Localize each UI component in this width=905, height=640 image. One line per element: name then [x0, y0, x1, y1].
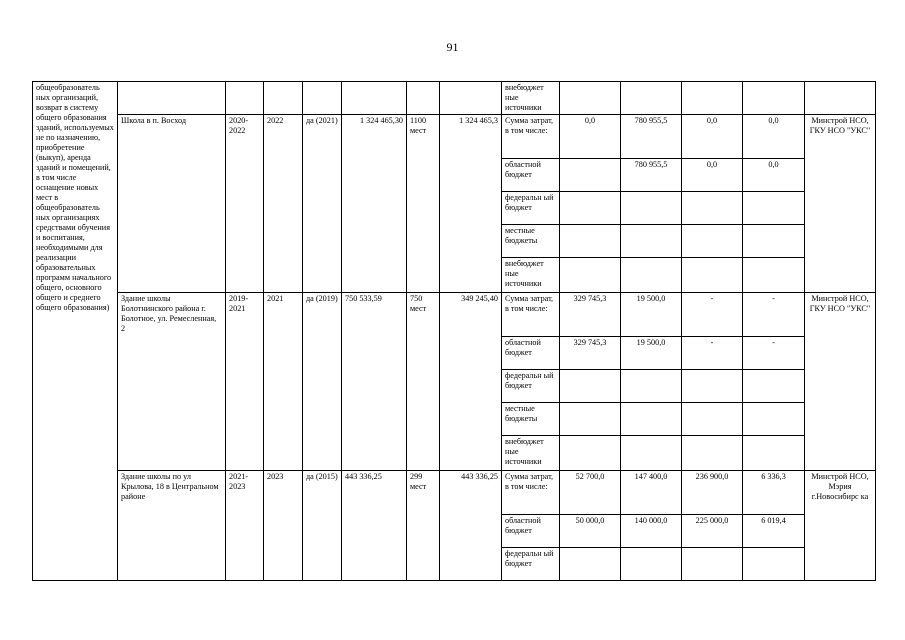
value-cell: -: [682, 337, 743, 370]
source-cell: внебюджет ные источники: [502, 436, 560, 471]
value-cell: 0,0: [682, 159, 743, 192]
object-cost: 443 336,25: [342, 471, 407, 581]
value-cell: [621, 258, 682, 293]
object-year: 2023: [264, 471, 303, 581]
value-cell: [560, 370, 621, 403]
object-capacity: 750 мест: [407, 293, 440, 471]
value-cell: [682, 548, 743, 581]
object-psd: да (2015): [303, 471, 342, 581]
value-cell: [682, 436, 743, 471]
value-cell: [682, 258, 743, 293]
source-cell: областной бюджет: [502, 159, 560, 192]
value-cell: [621, 370, 682, 403]
object-remaining: 443 336,25: [440, 471, 502, 581]
object-executor: Минстрой НСО, ГКУ НСО "УКС": [805, 115, 876, 293]
object-name: Школа в п. Восход: [118, 115, 226, 293]
value-cell: 19 500,0: [621, 337, 682, 370]
source-cell: Сумма затрат, в том числе:: [502, 293, 560, 337]
program-table: [32, 81, 876, 581]
object-period: 2020-2022: [226, 115, 264, 293]
value-cell: 780 955,5: [621, 159, 682, 192]
value-cell: 0,0: [682, 115, 743, 159]
source-cell: федеральн ый бюджет: [502, 548, 560, 581]
object-executor: Минстрой НСО, ГКУ НСО "УКС": [805, 293, 876, 471]
table-row: [33, 82, 876, 115]
value-cell: 52 700,0: [560, 471, 621, 515]
value-cell: 236 900,0: [682, 471, 743, 515]
source-cell: Сумма затрат, в том числе:: [502, 471, 560, 515]
value-cell: [560, 548, 621, 581]
value-cell: [560, 225, 621, 258]
value-cell: 225 000,0: [682, 515, 743, 548]
value-cell: [682, 403, 743, 436]
value-cell: 19 500,0: [621, 293, 682, 337]
source-cell: местные бюджеты: [502, 403, 560, 436]
object-capacity: 299 мест: [407, 471, 440, 581]
value-cell: [621, 403, 682, 436]
value-cell: 329 745,3: [560, 293, 621, 337]
value-cell: [743, 436, 805, 471]
source-cell: местные бюджеты: [502, 225, 560, 258]
value-cell: [621, 548, 682, 581]
object-capacity: 1100 мест: [407, 115, 440, 293]
value-cell: [621, 436, 682, 471]
value-cell: [560, 258, 621, 293]
value-cell: [560, 192, 621, 225]
value-cell: [621, 192, 682, 225]
value-cell: 780 955,5: [621, 115, 682, 159]
object-name: Здание школы Болотнинского района г. Болотное, ул. Ремесленная, 2: [118, 293, 226, 471]
value-cell: [621, 225, 682, 258]
object-year: 2021: [264, 293, 303, 471]
object-cost: 750 533,59: [342, 293, 407, 471]
value-cell: 329 745,3: [560, 337, 621, 370]
value-cell: -: [682, 293, 743, 337]
value-cell: 50 000,0: [560, 515, 621, 548]
object-period: 2021-2023: [226, 471, 264, 581]
object-period: 2019-2021: [226, 293, 264, 471]
value-cell: [743, 192, 805, 225]
value-cell: [743, 225, 805, 258]
table-row: [33, 293, 876, 337]
table-row: [33, 471, 876, 515]
value-cell: [743, 370, 805, 403]
source-cell: федеральн ый бюджет: [502, 370, 560, 403]
value-cell: [743, 548, 805, 581]
value-cell: [560, 403, 621, 436]
object-name: Здание школы по ул Крылова, 18 в Центральном районе: [118, 471, 226, 581]
object-remaining: 1 324 465,3: [440, 115, 502, 293]
value-cell: 0,0: [743, 115, 805, 159]
value-cell: 6 336,3: [743, 471, 805, 515]
value-cell: 140 000,0: [621, 515, 682, 548]
source-cell: федеральн ый бюджет: [502, 192, 560, 225]
source-cell: областной бюджет: [502, 337, 560, 370]
object-year: 2022: [264, 115, 303, 293]
source-cell: внебюджет ные источники: [502, 258, 560, 293]
value-cell: -: [743, 293, 805, 337]
table-row: [33, 115, 876, 159]
value-cell: 147 400,0: [621, 471, 682, 515]
value-cell: [560, 159, 621, 192]
value-cell: 0,0: [560, 115, 621, 159]
source-cell: внебюджет ные источники: [502, 82, 560, 115]
value-cell: [560, 436, 621, 471]
source-cell: областной бюджет: [502, 515, 560, 548]
value-cell: 0,0: [743, 159, 805, 192]
value-cell: [682, 225, 743, 258]
value-cell: -: [743, 337, 805, 370]
source-cell: Сумма затрат, в том числе:: [502, 115, 560, 159]
value-cell: 6 019,4: [743, 515, 805, 548]
value-cell: [743, 258, 805, 293]
page-number: 91: [446, 40, 459, 54]
value-cell: [682, 192, 743, 225]
object-psd: да (2019): [303, 293, 342, 471]
value-cell: [743, 403, 805, 436]
object-remaining: 349 245,40: [440, 293, 502, 471]
object-cost: 1 324 465,30: [342, 115, 407, 293]
object-psd: да (2021): [303, 115, 342, 293]
object-executor: Минстрой НСО, Мэрия г.Новосибирс ка: [805, 471, 876, 581]
value-cell: [682, 370, 743, 403]
measure-description: общеобразователь ных организаций, возврат в систему общего образования зданий, используемых не по назначению, приобретение (выкуп), аренда зданий и помещений, в том числе оснащение новых мест в общеобразователь ных организациях средствами обучения и воспитания, необходимыми для реализации образовательных программ начального общего, основного общего и среднего общего образования): [33, 82, 118, 581]
